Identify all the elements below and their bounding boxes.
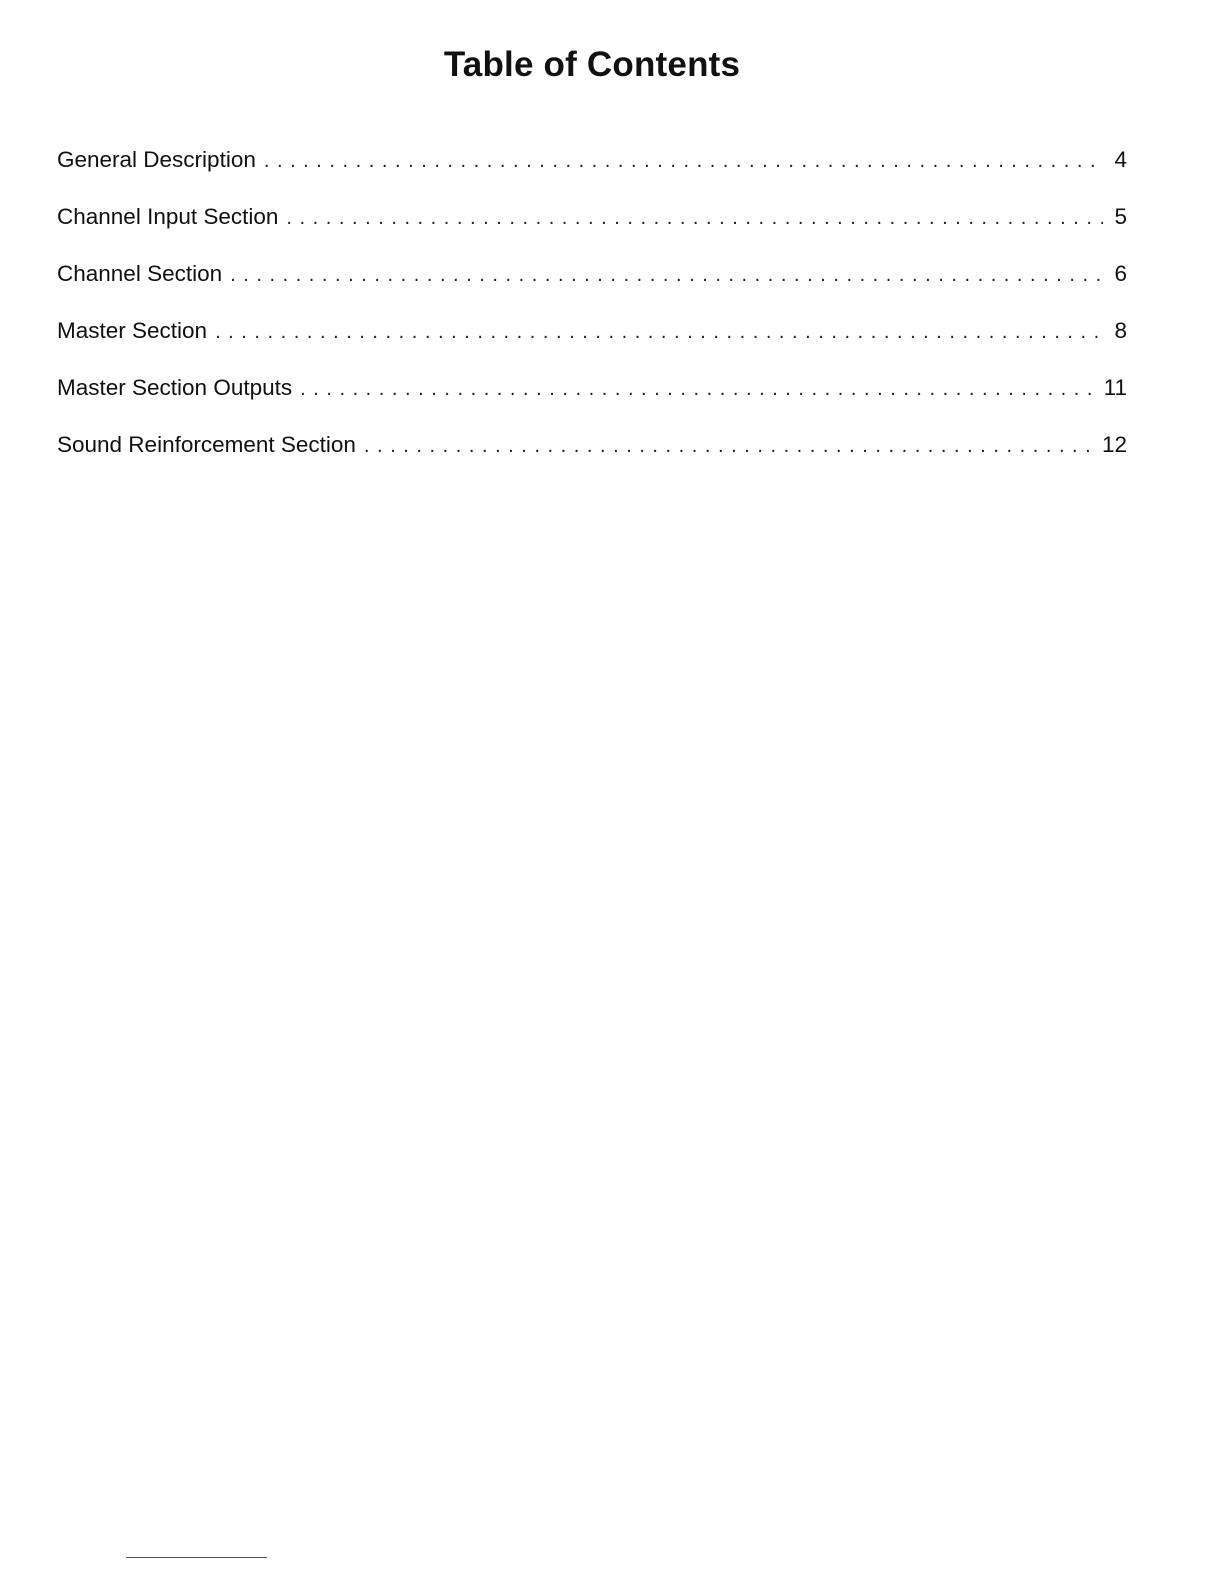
- toc-entry-label: Sound Reinforcement Section: [57, 432, 356, 457]
- toc-dot-leader: [215, 312, 1103, 352]
- toc-dot-leader: [264, 141, 1103, 181]
- toc-entry-general-description[interactable]: [57, 140, 1127, 197]
- toc-page-number: 8: [1114, 318, 1127, 343]
- toc-dot-leader: [230, 255, 1103, 295]
- toc-page-number: 11: [1103, 375, 1127, 400]
- toc-entry-channel-section[interactable]: [57, 254, 1127, 311]
- toc-entry-channel-input-section[interactable]: [57, 197, 1127, 254]
- toc-dot-leader: [300, 369, 1094, 409]
- footer-divider: [126, 1557, 267, 1558]
- page-title: Table of Contents: [443, 45, 741, 84]
- toc-page-number: 4: [1114, 147, 1127, 172]
- toc-entry-label: Master Section: [57, 318, 208, 343]
- toc-entry-master-section[interactable]: [57, 311, 1127, 368]
- toc-page-number: 6: [1114, 261, 1127, 286]
- toc-entry-sound-reinforcement-section[interactable]: [57, 425, 1127, 482]
- toc-entry-label: General Description: [57, 147, 256, 172]
- toc-page-number: 5: [1114, 204, 1127, 229]
- toc-entry-label: Master Section Outputs: [57, 375, 293, 400]
- table-of-contents: [57, 140, 1127, 482]
- toc-dot-leader: [364, 426, 1092, 466]
- toc-entry-label: Channel Input Section: [57, 204, 279, 229]
- toc-dot-leader: [286, 198, 1103, 238]
- toc-entry-master-section-outputs[interactable]: [57, 368, 1127, 425]
- toc-entry-label: Channel Section: [57, 261, 223, 286]
- toc-page-number: 12: [1101, 432, 1127, 457]
